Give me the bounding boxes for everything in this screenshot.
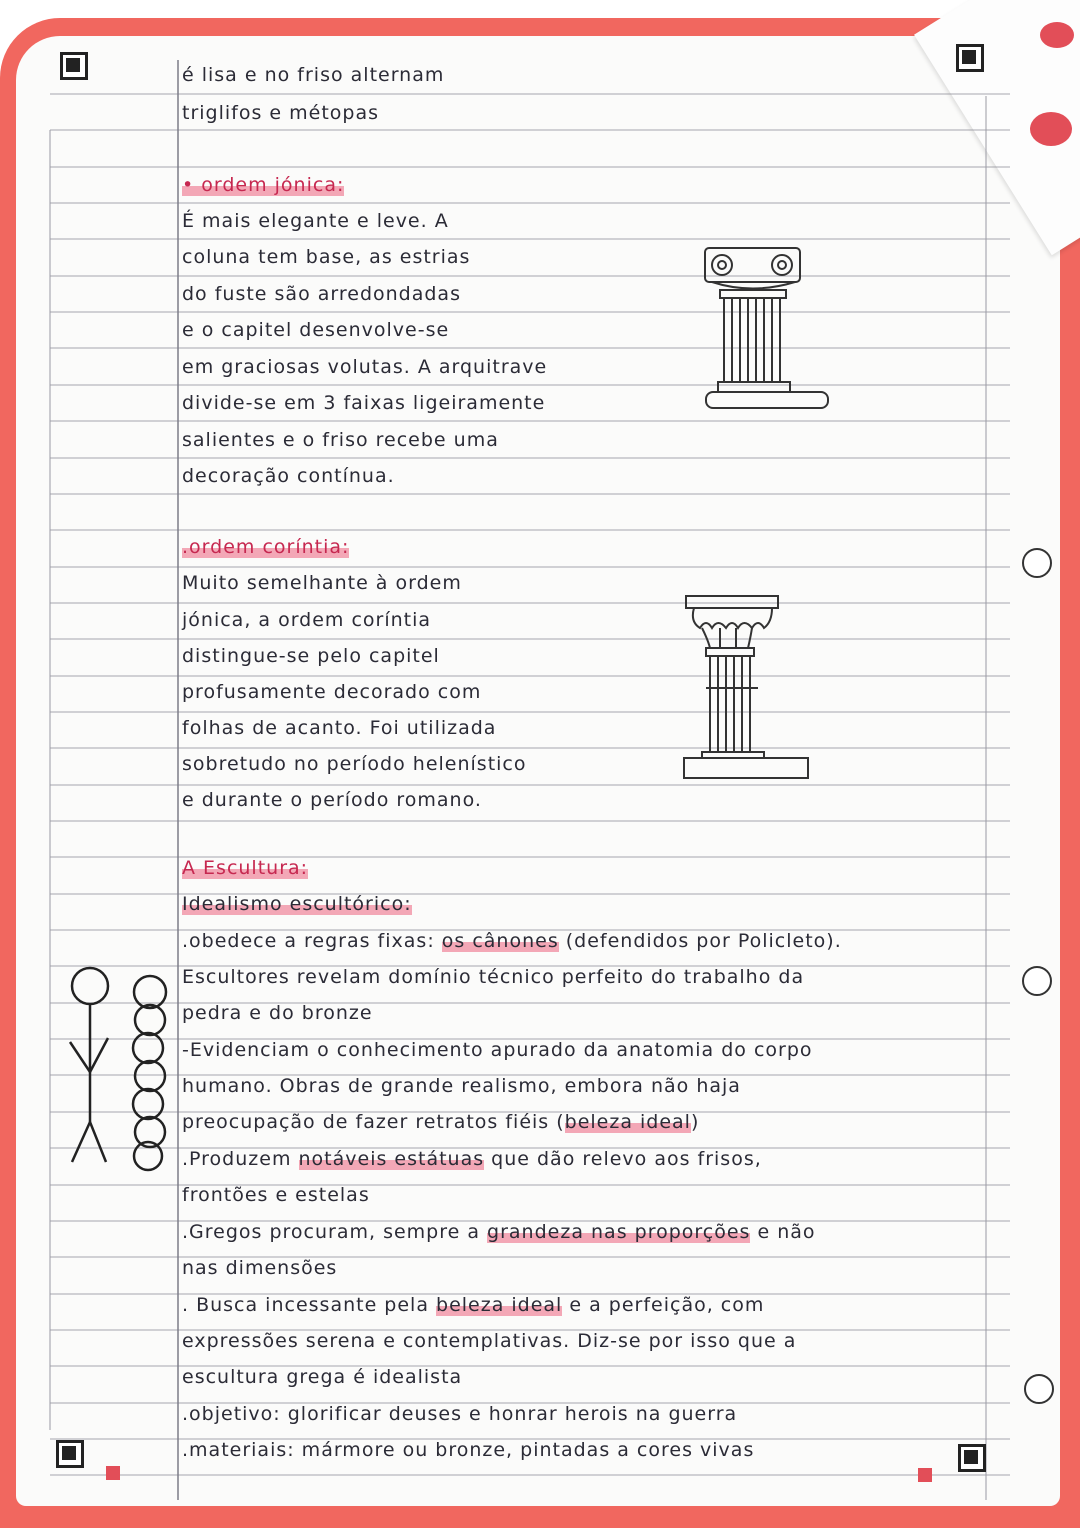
note-line: salientes e o friso recebe uma: [182, 429, 499, 451]
note-line: -Evidenciam o conhecimento apurado da anatomia do corpo: [182, 1039, 813, 1061]
binder-hole: [1022, 966, 1052, 996]
note-line: expressões serena e contemplativas. Diz-se por isso que a: [182, 1330, 797, 1352]
note-line: profusamente decorado com: [182, 681, 482, 703]
ionic-heading: • ordem jónica:: [182, 174, 345, 196]
note-line: e o capitel desenvolve-se: [182, 319, 450, 341]
note-line: Escultores revelam domínio técnico perfeito do trabalho da: [182, 966, 805, 988]
stacked-circles-icon: [128, 972, 172, 1172]
note-line: .materiais: mármore ou bronze, pintadas a cores vivas: [182, 1439, 755, 1461]
corinthian-heading: .ordem coríntia:: [182, 536, 350, 558]
red-square-marker: [918, 1468, 932, 1482]
stick-figure-icon: [62, 962, 122, 1172]
note-line: do fuste são arredondadas: [182, 283, 461, 305]
sculpture-subheading: Idealismo escultórico:: [182, 893, 412, 915]
note-line: triglifos e métopas: [182, 102, 380, 124]
corner-marker-icon: [958, 1444, 986, 1472]
note-line: folhas de acanto. Foi utilizada: [182, 717, 497, 739]
corinthian-column-icon: [680, 592, 815, 782]
binder-hole: [1024, 1374, 1054, 1404]
sculpture-heading: A Escultura:: [182, 857, 309, 879]
note-line: frontões e estelas: [182, 1184, 370, 1206]
note-line: coluna tem base, as estrias: [182, 246, 471, 268]
note-line: .Produzem notáveis estátuas que dão relevo aos frisos,: [182, 1148, 762, 1170]
corner-marker-icon: [56, 1440, 84, 1468]
note-line: sobretudo no período helenístico: [182, 753, 527, 775]
note-line: distingue-se pelo capitel: [182, 645, 440, 667]
note-line: Muito semelhante à ordem: [182, 572, 462, 594]
binder-hole: [1022, 548, 1052, 578]
note-line: em graciosas volutas. A arquitrave: [182, 356, 548, 378]
note-line: .objetivo: glorificar deuses e honrar herois na guerra: [182, 1403, 738, 1425]
red-square-marker: [106, 1466, 120, 1480]
note-line: nas dimensões: [182, 1257, 338, 1279]
note-line: jónica, a ordem coríntia: [182, 609, 432, 631]
note-line: é lisa e no friso alternam: [182, 64, 445, 86]
note-line: e durante o período romano.: [182, 789, 482, 811]
note-line: preocupação de fazer retratos fiéis (beleza ideal): [182, 1111, 700, 1133]
ionic-column-icon: [700, 240, 835, 415]
note-line: .obedece a regras fixas: os cânones (defendidos por Policleto).: [182, 930, 842, 952]
note-line: . Busca incessante pela beleza ideal e a perfeição, com: [182, 1294, 765, 1316]
note-line: decoração contínua.: [182, 465, 395, 487]
note-line: É mais elegante e leve. A: [182, 210, 449, 232]
note-line: escultura grega é idealista: [182, 1366, 463, 1388]
note-line: humano. Obras de grande realismo, embora não haja: [182, 1075, 741, 1097]
note-line: pedra e do bronze: [182, 1002, 373, 1024]
note-line: divide-se em 3 faixas ligeiramente: [182, 392, 546, 414]
note-line: .Gregos procuram, sempre a grandeza nas proporções e não: [182, 1221, 816, 1243]
corner-marker-icon: [956, 44, 984, 72]
corner-marker-icon: [60, 52, 88, 80]
